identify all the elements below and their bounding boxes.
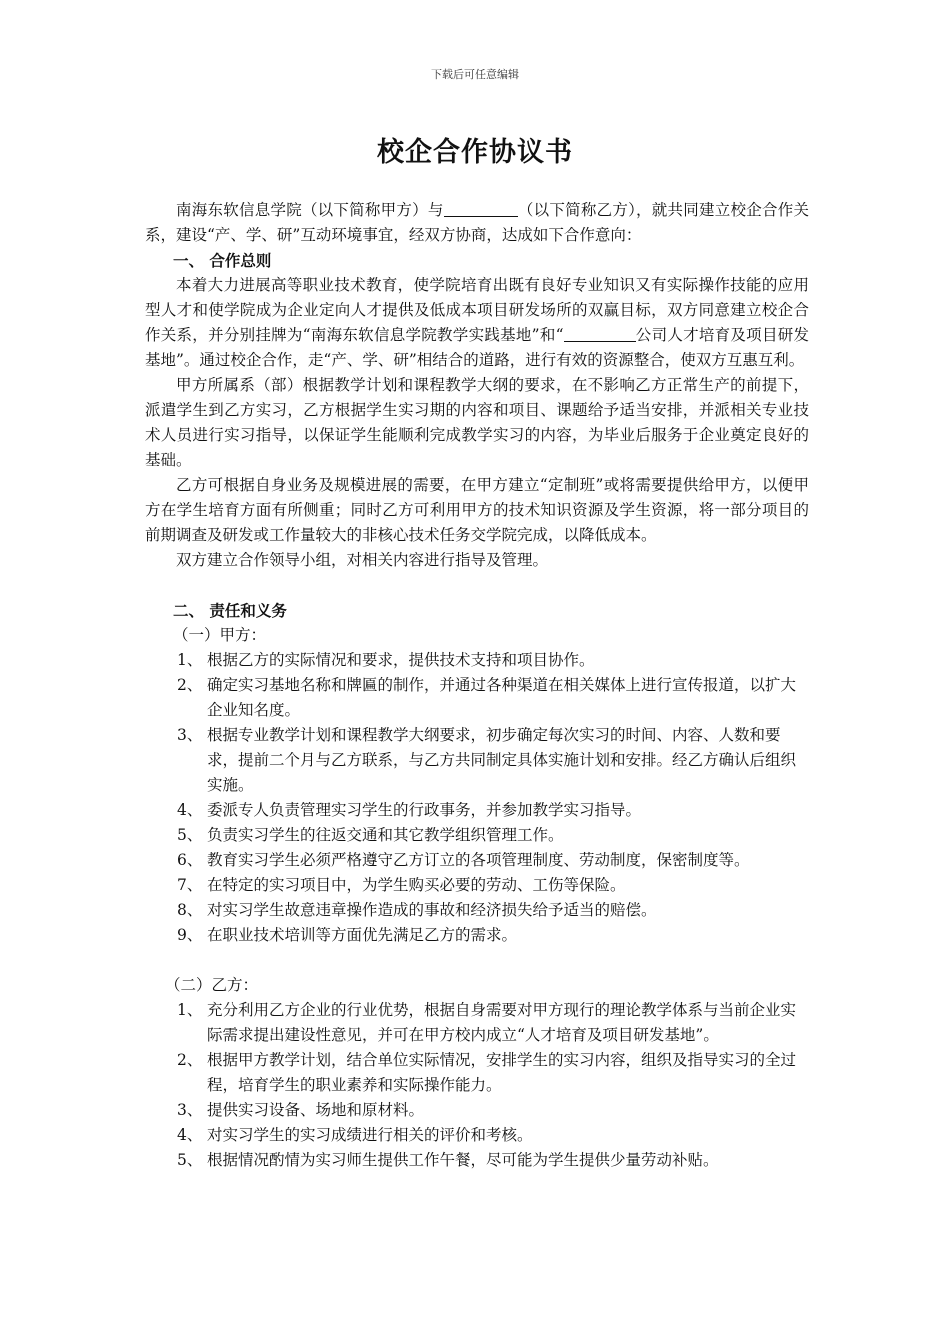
list-item bbox=[145, 1148, 809, 1173]
item-text: 对实习学生的实习成绩进行相关的评价和考核。 bbox=[207, 1126, 533, 1144]
section-1-paragraph-3: 乙方可根据自身业务及规模进展的需要，在甲方建立“定制班”或将需要提供给甲方，以便甲方在学生培育方面有所侧重；同时乙方可利用甲方的技术知识资源及学生资源，将一部分项目的前期调查及研发或工作量较大的非核心技术任务交学院完成，以降低成本。 bbox=[145, 476, 809, 544]
party-a-label: （一）甲方： bbox=[173, 626, 267, 644]
item-text: 对实习学生故意违章操作造成的事故和经济损失给予适当的赔偿。 bbox=[207, 901, 657, 919]
section-1-paragraph-4: 双方建立合作领导小组，对相关内容进行指导及管理。 bbox=[176, 551, 549, 569]
party-b-list bbox=[145, 998, 809, 1173]
company-name-blank bbox=[564, 323, 636, 342]
item-number: 2、 bbox=[177, 1051, 203, 1069]
item-number: 6、 bbox=[177, 851, 203, 869]
item-text: 在特定的实习项目中，为学生购买必要的劳动、工伤等保险。 bbox=[207, 876, 626, 894]
section-1-paragraph-2: 甲方所属系（部）根据教学计划和课程教学大纲的要求，在不影响乙方正常生产的前提下，派遣学生到乙方实习，乙方根据学生实习期的内容和项目、课题给予适当安排，并派相关专业技术人员进行实习指导，以保证学生能顺利完成教学实习的内容，为毕业后服务于企业奠定良好的基础。 bbox=[145, 376, 809, 469]
item-text: 根据专业教学计划和课程教学大纲要求，初步确定每次实习的时间、内容、人数和要求，提前二个月与乙方联系，与乙方共同制定具体实施计划和安排。经乙方确认后组织实施。 bbox=[207, 726, 797, 794]
list-item bbox=[145, 823, 809, 848]
item-text: 确定实习基地名称和牌匾的制作，并通过各种渠道在相关媒体上进行宣传报道，以扩大企业知名度。 bbox=[207, 676, 797, 719]
item-number: 2、 bbox=[177, 676, 203, 694]
document-title: 校企合作协议书 bbox=[377, 137, 573, 168]
item-number: 3、 bbox=[177, 1101, 203, 1119]
list-item bbox=[145, 898, 809, 923]
item-number: 4、 bbox=[177, 801, 203, 819]
intro-paragraph bbox=[145, 198, 809, 248]
spacer bbox=[145, 573, 809, 598]
party-b-blank bbox=[444, 198, 518, 217]
s1p1-text-2: 公司人才培育及项目研发基地”。通过校企合作，走“产、学、研”相结合的道路，进行有效的资源整合，使双方互惠互利。 bbox=[145, 326, 809, 369]
item-text: 委派专人负责管理实习学生的行政事务，并参加教学实习指导。 bbox=[207, 801, 642, 819]
item-text: 根据情况酌情为实习师生提供工作午餐，尽可能为学生提供少量劳动补贴。 bbox=[207, 1151, 719, 1169]
item-number: 1、 bbox=[177, 1001, 203, 1019]
list-item bbox=[145, 1098, 809, 1123]
document-body bbox=[145, 198, 809, 1173]
list-item bbox=[145, 673, 809, 723]
section-1-paragraph-1 bbox=[145, 273, 809, 373]
party-b-label: （二）乙方： bbox=[165, 976, 259, 994]
item-number: 1、 bbox=[177, 651, 203, 669]
list-item bbox=[145, 798, 809, 823]
item-text: 提供实习设备、场地和原材料。 bbox=[207, 1101, 425, 1119]
list-item bbox=[145, 1048, 809, 1098]
item-text: 在职业技术培训等方面优先满足乙方的需求。 bbox=[207, 926, 518, 944]
s1p1-text-1: 本着大力进展高等职业技术教育，使学院培育出既有良好专业知识又有实际操作技能的应用型人才和使学院成为企业定向人才提供及低成本项目研发场所的双赢目标，双方同意建立校企合作关系，并分别挂牌为“南海东软信息学院教学实践基地”和“ bbox=[145, 276, 809, 344]
list-item bbox=[145, 873, 809, 898]
header-note: 下载后可任意编辑 bbox=[431, 68, 519, 81]
item-number: 3、 bbox=[177, 726, 203, 744]
item-number: 8、 bbox=[177, 901, 203, 919]
item-text: 根据甲方教学计划，结合单位实际情况，安排学生的实习内容，组织及指导实习的全过程，培育学生的职业素养和实际操作能力。 bbox=[207, 1051, 797, 1094]
party-a-list bbox=[145, 648, 809, 948]
intro-text-2: （以下简称乙方），就共同建立校企合作关系，建设“产、学、研”互动环境事宜，经双方协商，达成如下合作意向： bbox=[145, 201, 809, 244]
list-item bbox=[145, 648, 809, 673]
list-item bbox=[145, 923, 809, 948]
list-item bbox=[145, 848, 809, 873]
section-1-heading: 一、 合作总则 bbox=[173, 251, 272, 270]
list-item bbox=[145, 1123, 809, 1148]
item-number: 4、 bbox=[177, 1126, 203, 1144]
item-text: 教育实习学生必须严格遵守乙方订立的各项管理制度、劳动制度，保密制度等。 bbox=[207, 851, 750, 869]
item-text: 根据乙方的实际情况和要求，提供技术支持和项目协作。 bbox=[207, 651, 595, 669]
list-item bbox=[145, 723, 809, 798]
item-number: 5、 bbox=[177, 826, 203, 844]
spacer bbox=[145, 948, 809, 973]
item-number: 7、 bbox=[177, 876, 203, 894]
list-item bbox=[145, 998, 809, 1048]
item-number: 5、 bbox=[177, 1151, 203, 1169]
item-text: 负责实习学生的往返交通和其它教学组织管理工作。 bbox=[207, 826, 564, 844]
item-number: 9、 bbox=[177, 926, 203, 944]
intro-text-1: 南海东软信息学院（以下简称甲方）与 bbox=[176, 201, 444, 219]
section-2-heading: 二、 责任和义务 bbox=[173, 601, 287, 620]
item-text: 充分利用乙方企业的行业优势，根据自身需要对甲方现行的理论教学体系与当前企业实际需求提出建设性意见，并可在甲方校内成立“人才培育及项目研发基地”。 bbox=[207, 1001, 797, 1044]
